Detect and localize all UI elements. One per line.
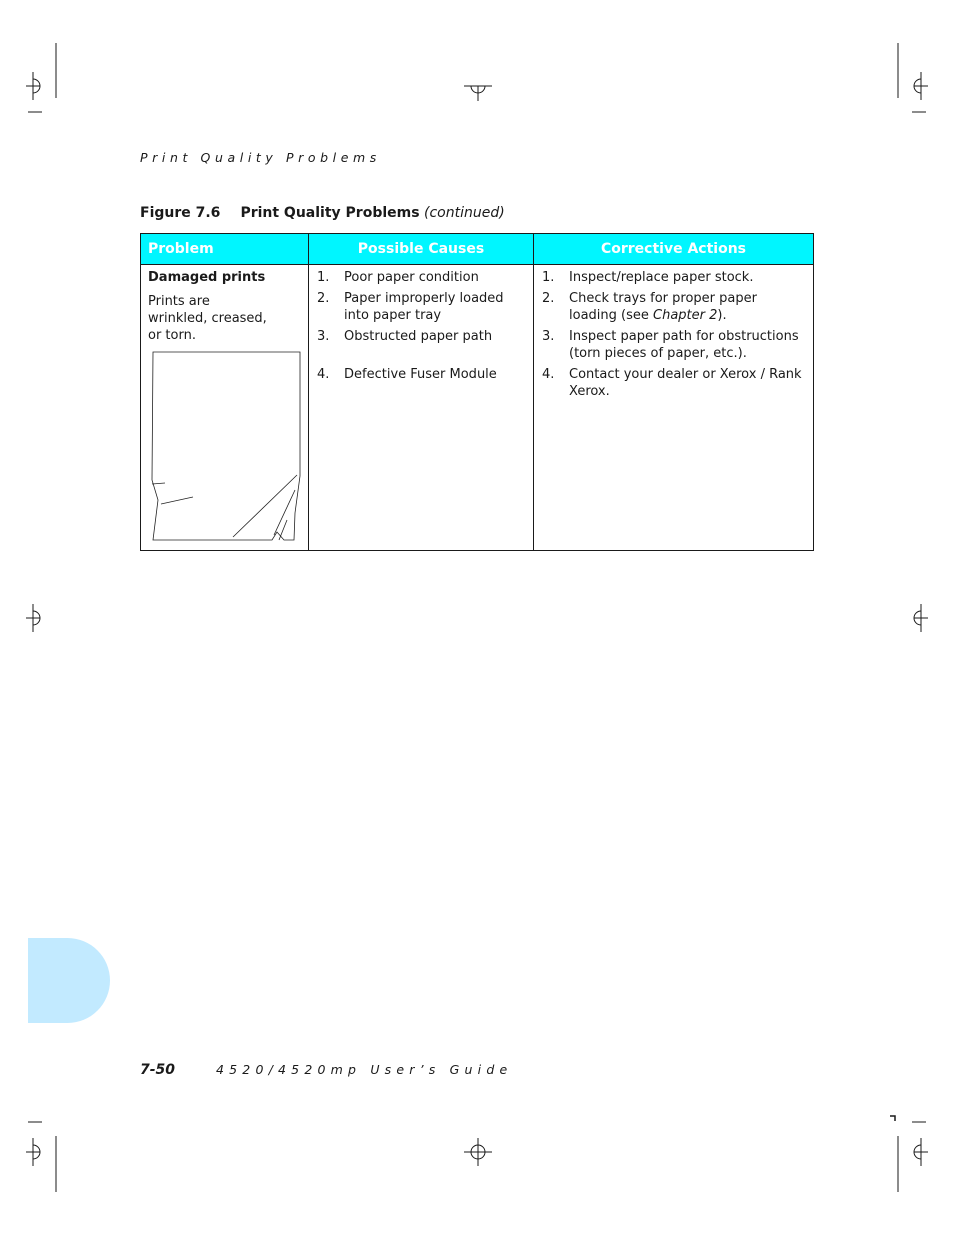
problem-name: Damaged prints [148, 270, 266, 285]
list-item: 3. Obstructed paper path [317, 329, 493, 344]
causes-list [316, 269, 526, 383]
table-header-row [141, 234, 814, 265]
column-header-actions: Corrective Actions [534, 234, 814, 265]
list-item: 2. Check trays for proper paper loading (see Chapter 2). [542, 291, 757, 323]
problem-description: Prints are wrinkled, creased, or torn. [148, 294, 267, 343]
list-item: 3. Inspect paper path for obstructions (torn pieces of paper, etc.). [542, 329, 799, 361]
causes-cell [309, 265, 534, 551]
list-item: 2. Paper improperly loaded into paper tray [317, 291, 504, 323]
list-item: 1. Inspect/replace paper stock. [542, 270, 754, 285]
list-item: 4. Defective Fuser Module [317, 367, 497, 382]
damaged-page-illustration [149, 350, 301, 546]
problem-cell [141, 265, 309, 551]
figure-title: Print Quality Problems [240, 205, 420, 221]
footer-guide-title: 4520/4520mp User’s Guide [216, 1062, 513, 1077]
column-header-causes: Possible Causes [309, 234, 534, 265]
running-header: Print Quality Problems [140, 150, 381, 165]
chapter-reference: Chapter 2 [653, 308, 718, 323]
print-quality-table [140, 233, 814, 551]
page-number: 7-50 [140, 1062, 176, 1078]
table-row [141, 265, 814, 551]
list-item: 1. Poor paper condition [317, 270, 479, 285]
list-item: 4. Contact your dealer or Xerox / Rank Xerox. [542, 367, 802, 399]
actions-cell [534, 265, 814, 551]
column-header-problem: Problem [141, 234, 309, 265]
figure-caption [140, 205, 505, 221]
actions-list [541, 269, 806, 400]
figure-label: Figure 7.6 [140, 205, 221, 221]
figure-continued: (continued) [424, 205, 505, 221]
chapter-side-tab [28, 938, 110, 1023]
